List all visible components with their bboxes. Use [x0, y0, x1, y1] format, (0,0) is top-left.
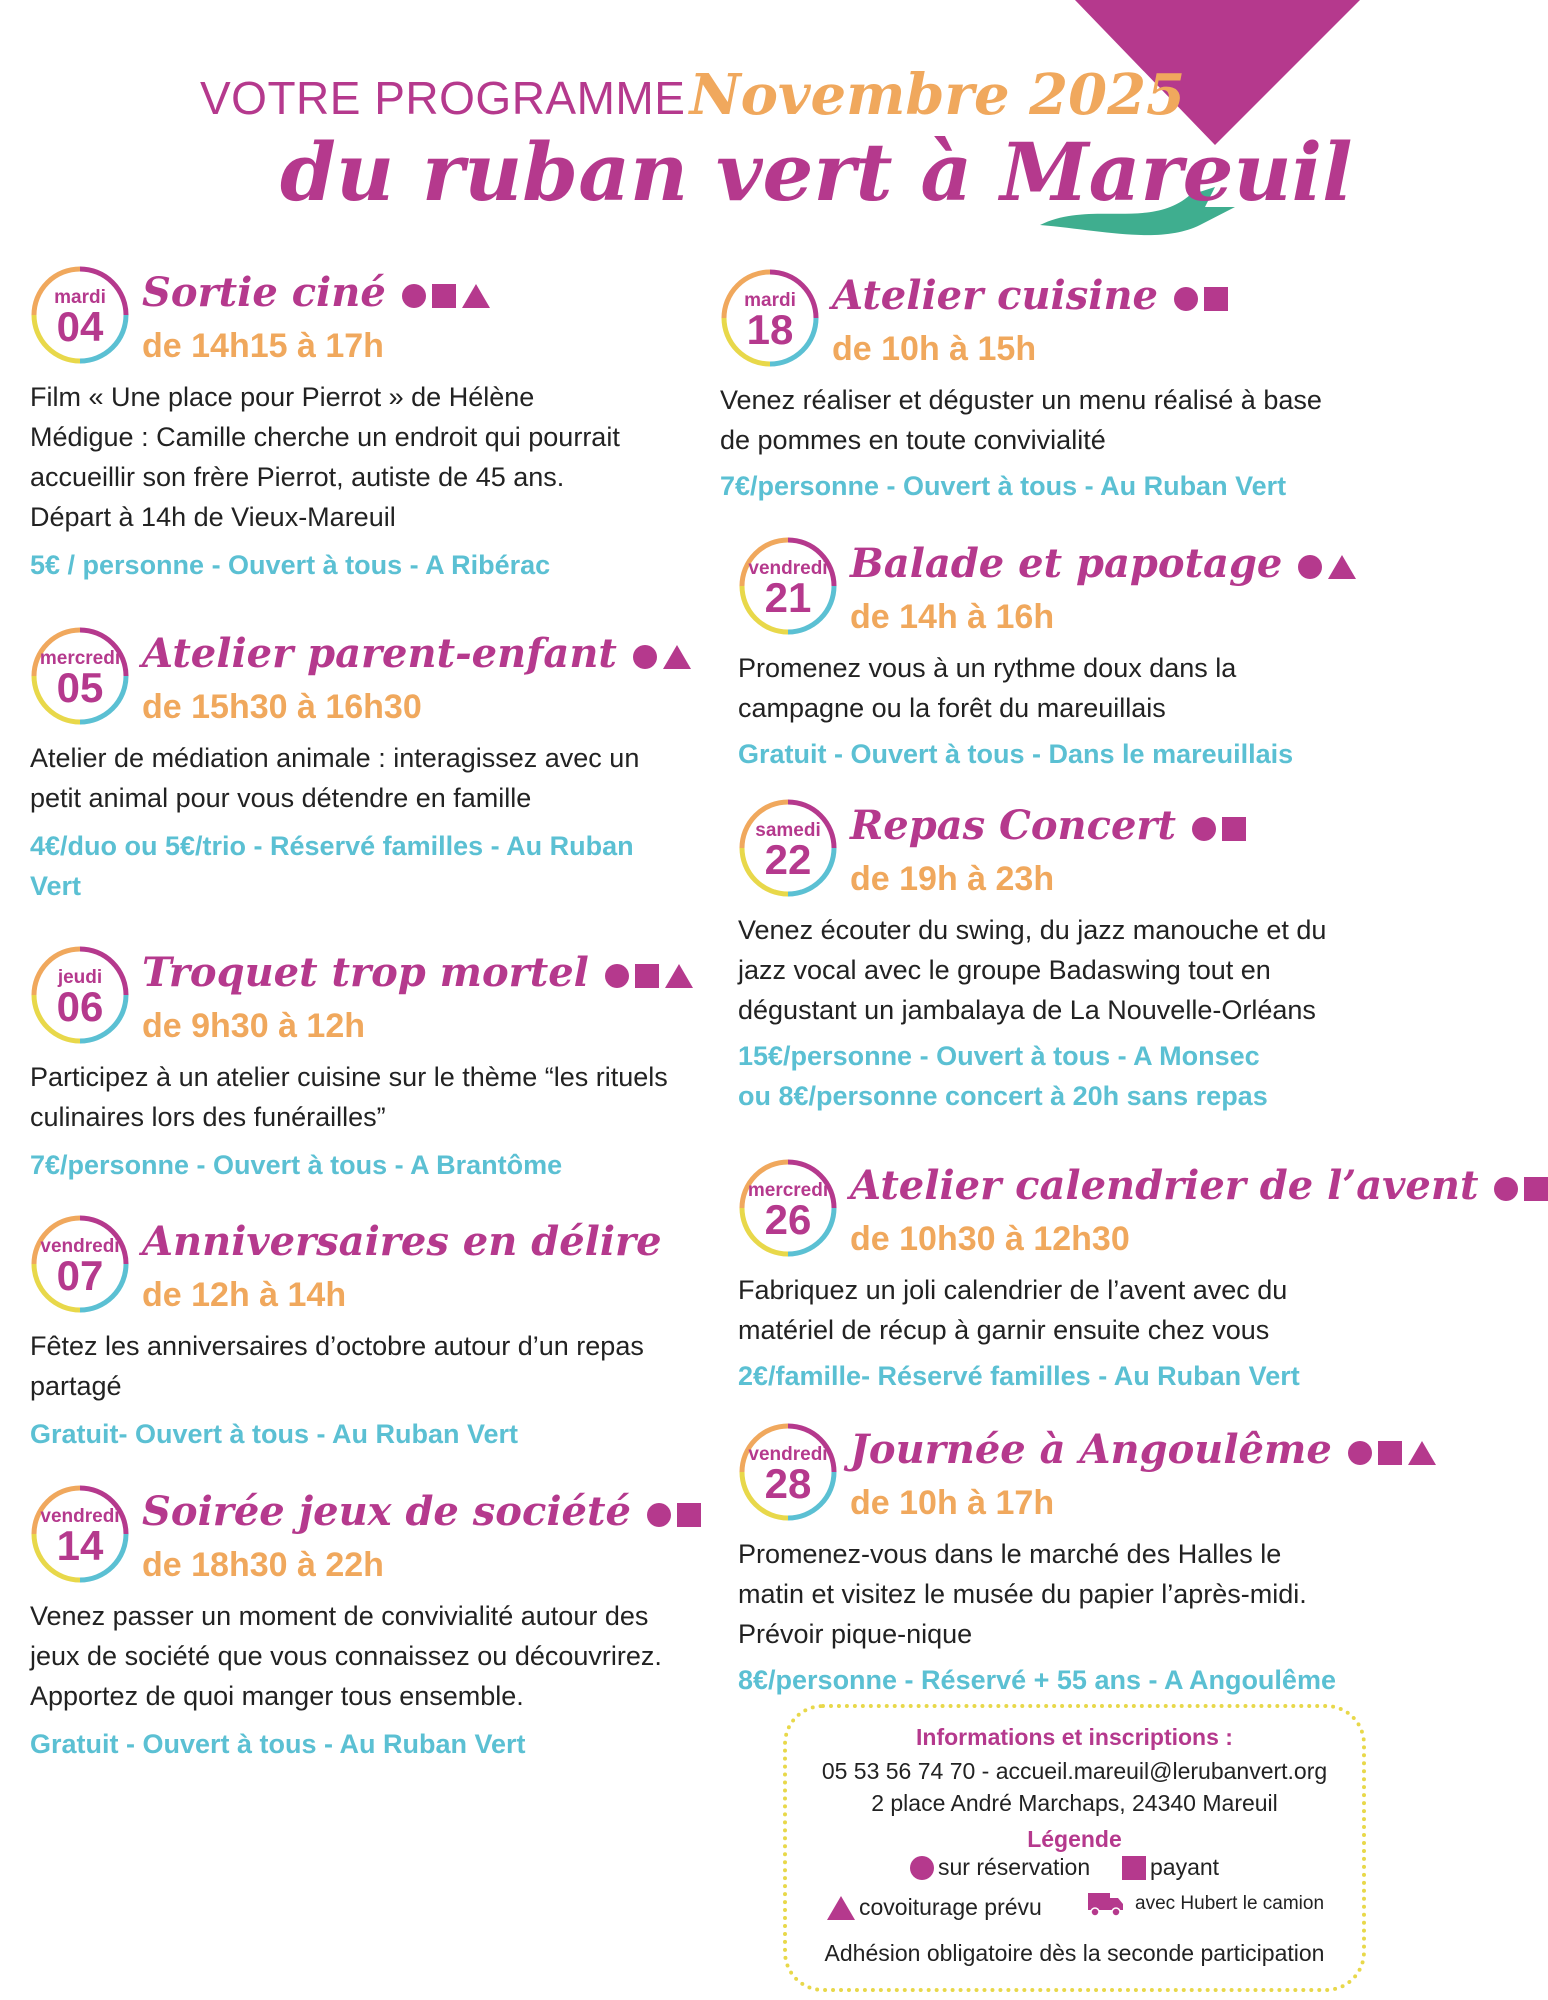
event-title [832, 272, 1228, 319]
event-description [738, 910, 1326, 1030]
description-line: Atelier de médiation animale : interagissez avec un [30, 743, 640, 773]
event-description [30, 1326, 644, 1406]
info-box [783, 1704, 1366, 1992]
header-subtitle: du ruban vert à Mareuil [280, 125, 1353, 219]
event-title [850, 802, 1246, 849]
event-weekday: samedi [755, 820, 821, 841]
event-title [142, 1488, 701, 1535]
event-title-text: Troquet trop mortel [142, 949, 589, 996]
circle-icon [910, 1856, 934, 1880]
circle-icon [1192, 817, 1216, 841]
price-line: 5€ / personne - Ouvert à tous - A Ribérac [30, 550, 551, 580]
event-weekday: mercredi [747, 1180, 829, 1201]
description-line: matin et visitez le musée du papier l’après-midi. [738, 1579, 1307, 1609]
event-legend-icons [633, 645, 691, 669]
event-price-info [720, 466, 1286, 506]
event-time: de 10h à 17h [850, 1484, 1055, 1522]
legend-reservation [910, 1854, 1090, 1881]
description-line: Venez écouter du swing, du jazz manouche et du [738, 915, 1327, 945]
event-time: de 9h30 à 12h [142, 1007, 366, 1045]
event-weekday: vendredi [40, 1506, 120, 1527]
event-weekday: vendredi [748, 1444, 828, 1465]
legend-payant [1122, 1854, 1219, 1881]
circle-icon [1298, 555, 1322, 579]
square-icon [1378, 1441, 1402, 1465]
description-line: jeux de société que vous connaissez ou découvrirez. [30, 1641, 662, 1671]
event-title [850, 1426, 1436, 1473]
price-line: Vert [30, 871, 82, 901]
circle-icon [605, 964, 629, 988]
event-title-text: Atelier calendrier de l’avent [850, 1162, 1479, 1209]
event-price-info [30, 1724, 526, 1764]
event-title [850, 1162, 1548, 1209]
description-line: Apportez de quoi manger tous ensemble. [30, 1681, 524, 1711]
event-description [738, 648, 1236, 728]
event-price-info [30, 545, 550, 585]
truck-icon [1087, 1890, 1125, 1918]
event-weekday: mercredi [39, 648, 121, 669]
description-line: matériel de récup à garnir ensuite chez vous [738, 1315, 1270, 1345]
event-time: de 19h à 23h [850, 860, 1055, 898]
event-title-text: Sortie ciné [142, 269, 386, 316]
event-title-text: Atelier parent-enfant [142, 630, 617, 677]
event-price-info [738, 1036, 1268, 1116]
event-legend-icons [1192, 817, 1246, 841]
date-badge [30, 945, 130, 1045]
event-day-number: 26 [764, 1196, 812, 1243]
header-prefix: VOTRE PROGRAMME [200, 72, 686, 124]
legend-payant-label: payant [1150, 1854, 1220, 1880]
date-badge [30, 1484, 130, 1584]
event-description [30, 377, 620, 537]
circle-icon [633, 645, 657, 669]
event-day-number: 28 [764, 1460, 812, 1507]
description-line: Participez à un atelier cuisine sur le thème “les rituels [30, 1062, 668, 1092]
event-time: de 12h à 14h [142, 1276, 347, 1314]
triangle-icon [1328, 555, 1356, 579]
square-icon [1524, 1177, 1548, 1201]
event-weekday: vendredi [40, 1236, 120, 1257]
event-day-number: 18 [746, 306, 794, 353]
legend-camion-label: avec Hubert le camion [1135, 1893, 1325, 1914]
description-line: petit animal pour vous détendre en famille [30, 783, 532, 813]
event-description [738, 1270, 1287, 1350]
square-icon [1204, 287, 1228, 311]
event-price-info [30, 1145, 562, 1185]
info-contact: 05 53 56 74 70 - accueil.mareuil@lerubanvert.org [821, 1758, 1328, 1784]
event-time: de 15h30 à 16h30 [142, 688, 422, 726]
description-line: Venez passer un moment de convivialité autour des [30, 1601, 649, 1631]
price-line: 2€/famille- Réservé familles - Au Ruban Vert [738, 1361, 1300, 1391]
description-line: Médigue : Camille cherche un endroit qui pourrait [30, 422, 620, 452]
triangle-icon [827, 1896, 855, 1920]
price-line: 8€/personne - Réservé + 55 ans - A Angoulême [738, 1665, 1336, 1695]
event-day-number: 05 [56, 664, 104, 711]
event-legend-icons [1348, 1441, 1436, 1465]
event-weekday: mardi [54, 287, 106, 308]
square-icon [635, 964, 659, 988]
description-line: Promenez vous à un rythme doux dans la [738, 653, 1237, 683]
description-line: campagne ou la forêt du mareuillais [738, 693, 1166, 723]
event-weekday: mardi [744, 290, 796, 311]
legend-reservation-label: sur réservation [938, 1854, 1091, 1880]
event-description [30, 738, 639, 818]
circle-icon [647, 1503, 671, 1527]
price-line: ou 8€/personne concert à 20h sans repas [738, 1081, 1268, 1111]
event-time: de 14h à 16h [850, 598, 1055, 636]
event-title [142, 1218, 662, 1265]
event-legend-icons [1494, 1177, 1548, 1201]
event-legend-icons [402, 284, 490, 308]
price-line: 7€/personne - Ouvert à tous - A Brantôme [30, 1150, 563, 1180]
event-title-text: Soirée jeux de société [142, 1488, 631, 1535]
header-line [200, 62, 1185, 128]
description-line: Départ à 14h de Vieux-Mareuil [30, 502, 396, 532]
event-day-number: 21 [764, 574, 812, 621]
event-price-info [30, 826, 634, 906]
date-badge [720, 268, 820, 368]
description-line: de pommes en toute convivialité [720, 425, 1106, 455]
circle-icon [1494, 1177, 1518, 1201]
date-badge [30, 1214, 130, 1314]
event-weekday: jeudi [57, 967, 103, 988]
price-line: Gratuit - Ouvert à tous - Au Ruban Vert [30, 1729, 526, 1759]
description-line: jazz vocal avec le groupe Badaswing tout en [738, 955, 1271, 985]
event-title [142, 949, 693, 996]
event-price-info [30, 1414, 518, 1454]
description-line: dégustant un jambalaya de La Nouvelle-Orléans [738, 995, 1316, 1025]
date-badge [738, 1422, 838, 1522]
legend-title: Légende [1027, 1826, 1122, 1852]
date-badge [30, 626, 130, 726]
square-icon [1222, 817, 1246, 841]
event-time: de 18h30 à 22h [142, 1546, 384, 1584]
square-icon [1122, 1856, 1146, 1880]
event-description [30, 1596, 662, 1716]
event-title-text: Repas Concert [850, 802, 1176, 849]
description-line: Fêtez les anniversaires d’octobre autour d’un repas [30, 1331, 644, 1361]
event-description [738, 1534, 1307, 1654]
event-title-text: Atelier cuisine [832, 272, 1158, 319]
legend-camion [1087, 1890, 1324, 1918]
date-badge [738, 1158, 838, 1258]
description-line: Promenez-vous dans le marché des Halles le [738, 1539, 1282, 1569]
event-time: de 10h30 à 12h30 [850, 1220, 1130, 1258]
event-price-info [738, 1356, 1300, 1396]
legend-covoiturage-label: covoiturage prévu [859, 1894, 1042, 1920]
price-line: Gratuit - Ouvert à tous - Dans le mareuillais [738, 739, 1294, 769]
description-line: Prévoir pique-nique [738, 1619, 973, 1649]
event-day-number: 06 [56, 983, 104, 1030]
price-line: Gratuit- Ouvert à tous - Au Ruban Vert [30, 1419, 519, 1449]
event-description [720, 380, 1322, 460]
square-icon [677, 1503, 701, 1527]
event-time: de 14h15 à 17h [142, 327, 384, 365]
event-day-number: 04 [56, 303, 104, 350]
price-line: 4€/duo ou 5€/trio - Réservé familles - Au Ruban [30, 831, 634, 861]
square-icon [432, 284, 456, 308]
triangle-icon [1408, 1441, 1436, 1465]
event-title-text: Balade et papotage [850, 540, 1283, 587]
event-price-info [738, 1660, 1336, 1700]
event-day-number: 14 [56, 1522, 104, 1569]
event-title [850, 540, 1356, 587]
event-description [30, 1057, 668, 1137]
event-title [142, 630, 691, 677]
header-month: Novembre 2025 [689, 62, 1186, 128]
triangle-icon [663, 645, 691, 669]
date-badge [738, 798, 838, 898]
price-line: 15€/personne - Ouvert à tous - A Monsec [738, 1041, 1260, 1071]
description-line: culinaires lors des funérailles” [30, 1102, 386, 1132]
circle-icon [1348, 1441, 1372, 1465]
info-membership: Adhésion obligatoire dès la seconde participation [824, 1940, 1325, 1966]
info-heading: Informations et inscriptions : [916, 1724, 1233, 1750]
event-weekday: vendredi [748, 558, 828, 579]
legend-covoiturage [827, 1894, 1042, 1921]
price-line: 7€/personne - Ouvert à tous - Au Ruban Vert [720, 471, 1287, 501]
date-badge [30, 265, 130, 365]
circle-icon [1174, 287, 1198, 311]
event-legend-icons [647, 1503, 701, 1527]
triangle-icon [462, 284, 490, 308]
description-line: Venez réaliser et déguster un menu réalisé à base [720, 385, 1322, 415]
description-line: accueillir son frère Pierrot, autiste de 45 ans. [30, 462, 565, 492]
event-price-info [738, 734, 1293, 774]
date-badge [738, 536, 838, 636]
event-day-number: 22 [764, 836, 812, 883]
event-time: de 10h à 15h [832, 330, 1037, 368]
circle-icon [402, 284, 426, 308]
event-legend-icons [1174, 287, 1228, 311]
event-legend-icons [1298, 555, 1356, 579]
event-title [142, 269, 490, 316]
description-line: Film « Une place pour Pierrot » de Hélène [30, 382, 535, 412]
event-title-text: Anniversaires en délire [142, 1218, 662, 1265]
info-address: 2 place André Marchaps, 24340 Mareuil [871, 1790, 1278, 1816]
event-legend-icons [605, 964, 693, 988]
triangle-icon [665, 964, 693, 988]
event-title-text: Journée à Angoulême [850, 1426, 1332, 1473]
event-day-number: 07 [56, 1252, 104, 1299]
description-line: partagé [30, 1371, 122, 1401]
description-line: Fabriquez un joli calendrier de l’avent avec du [738, 1275, 1288, 1305]
